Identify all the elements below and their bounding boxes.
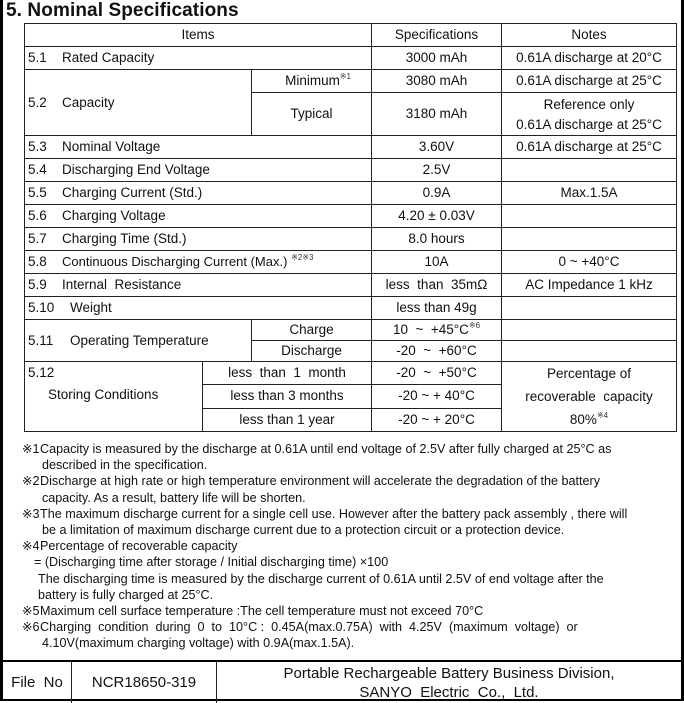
footnote-3-cont: be a limitation of maximum discharge current due to a protection circuit or a protection device. — [42, 523, 565, 538]
note-value — [502, 341, 677, 362]
section-title: 5. Nominal Specifications — [6, 0, 239, 21]
item-number: 5.8 — [28, 254, 47, 269]
item-label: Operating Temperature — [70, 332, 209, 348]
note-value — [502, 297, 677, 320]
note-value: 0 ~ +40°C — [502, 251, 677, 274]
note-value — [502, 93, 677, 136]
item-cell — [25, 182, 372, 205]
footnote-mark: ※6 — [22, 620, 40, 635]
item-number: 5.2 — [28, 94, 47, 110]
note-value: AC Impedance 1 kHz — [502, 274, 677, 297]
item-label: Nominal Voltage — [62, 139, 161, 154]
item-number: 5.12 — [28, 365, 55, 380]
item-cell — [25, 251, 372, 274]
item-label: Capacity — [62, 94, 115, 110]
item-cell — [25, 136, 372, 159]
footnote-mark: ※3 — [22, 506, 40, 521]
company-name — [217, 662, 681, 703]
footnote-ref: ※6 — [468, 321, 481, 330]
footnotes — [22, 441, 674, 652]
footnote-mark: ※5 — [22, 604, 40, 619]
footnote-2 — [22, 473, 674, 489]
footnote-text: Capacity is measured by the discharge at 0.61A until end voltage of 2.5V after fully charged at 25°C as — [40, 442, 612, 456]
table-row — [25, 136, 677, 159]
table-row — [25, 228, 677, 251]
note-line: 0.61A discharge at 25°C — [516, 117, 662, 132]
sub-item-discharge: Discharge — [252, 341, 372, 362]
table-row — [25, 297, 677, 320]
storage-period: less than 1 year — [203, 408, 372, 431]
file-no-value: NCR18650-319 — [72, 662, 217, 703]
spec-value: 3180 mAh — [372, 93, 502, 136]
document-footer — [3, 660, 681, 703]
spec-value: 2.5V — [372, 159, 502, 182]
table-row — [25, 205, 677, 228]
note-value: 0.61A discharge at 25°C — [502, 136, 677, 159]
item-cell — [25, 47, 372, 70]
footnote-1 — [22, 441, 674, 457]
footnote-1-cont: described in the specification. — [42, 458, 208, 473]
item-cell — [25, 274, 372, 297]
note-value: 0.61A discharge at 20°C — [502, 47, 677, 70]
note-value — [502, 320, 677, 341]
spec-text: 10 ~ +45°C — [392, 322, 469, 337]
footnote-6 — [22, 619, 674, 635]
item-cell — [25, 228, 372, 251]
note-line: Reference only — [543, 97, 635, 112]
spec-value: -20 ~ + 40°C — [372, 385, 502, 408]
footnote-mark: ※2 — [22, 474, 40, 489]
item-number: 5.4 — [28, 162, 47, 177]
item-number: 5.7 — [28, 231, 47, 246]
footnote-4 — [22, 538, 674, 554]
footnote-ref: ※1 — [339, 72, 351, 81]
item-label: Continuous Discharging Current (Max.) — [62, 254, 288, 269]
note-line: recoverable capacity — [525, 389, 653, 404]
file-no-label: File No — [3, 662, 72, 703]
footnote-6-cont: 4.10V(maximum charging voltage) with 0.9A(max.1.5A). — [42, 636, 355, 651]
footnote-text: Percentage of recoverable capacity — [40, 539, 238, 554]
item-number: 5.10 — [28, 300, 55, 315]
item-cell — [25, 297, 372, 320]
spec-value: less than 35mΩ — [372, 274, 502, 297]
item-label: Discharging End Voltage — [62, 162, 210, 177]
spec-value: -20 ~ +60°C — [372, 341, 502, 362]
footnote-4-detail: The discharging time is measured by the discharge current of 0.61A until 2.5V of end voltage after the — [38, 571, 604, 586]
item-label: Charging Time (Std.) — [62, 231, 187, 246]
spec-value: 10A — [372, 251, 502, 274]
sub-item-typical: Typical — [252, 93, 372, 136]
spec-value: 3.60V — [372, 136, 502, 159]
spec-value: less than 49g — [372, 297, 502, 320]
note-text: 80% — [569, 412, 597, 427]
storage-period: less than 1 month — [203, 362, 372, 385]
table-header-row — [25, 24, 677, 47]
footnote-text: Charging condition during 0 to 10°C : 0.45A(max.0.75A) with 4.25V (maximum voltage) or — [40, 620, 578, 635]
header-specifications: Specifications — [372, 24, 502, 47]
item-number: 5.9 — [28, 277, 47, 292]
note-value — [502, 362, 677, 432]
item-number: 5.11 — [28, 332, 54, 348]
note-value: Max.1.5A — [502, 182, 677, 205]
spec-table — [24, 23, 677, 432]
note-value — [502, 228, 677, 251]
spec-value: -20 ~ +50°C — [372, 362, 502, 385]
footnote-mark: ※4 — [22, 539, 40, 554]
footnote-3 — [22, 506, 674, 522]
note-value — [502, 159, 677, 182]
item-number: 5.3 — [28, 139, 47, 154]
item-label: Weight — [70, 300, 112, 315]
item-label: Storing Conditions — [48, 387, 159, 402]
footnote-mark: ※1 — [22, 442, 40, 456]
footnote-text: The maximum discharge current for a single cell use. However after the battery pack assembly , there will — [40, 506, 628, 521]
note-value — [502, 205, 677, 228]
sub-item-charge: Charge — [252, 320, 372, 341]
item-cell — [25, 320, 252, 362]
note-value: 0.61A discharge at 25°C — [502, 70, 677, 93]
note-line: Percentage of — [546, 366, 632, 381]
item-label: Charging Current (Std.) — [62, 185, 203, 200]
spec-value: 3080 mAh — [372, 70, 502, 93]
item-label: Rated Capacity — [62, 50, 155, 65]
spec-value: -20 ~ + 20°C — [372, 408, 502, 431]
item-label: Internal Resistance — [62, 277, 182, 292]
table-row — [25, 159, 677, 182]
spec-value — [372, 320, 502, 341]
item-number: 5.5 — [28, 185, 47, 200]
company-line-2: SANYO Electric Co., Ltd. — [359, 683, 539, 701]
item-cell — [25, 362, 203, 432]
sub-item-minimum — [252, 70, 372, 93]
table-row — [25, 251, 677, 274]
item-cell — [25, 70, 252, 136]
footnote-2-cont: capacity. As a result, battery life will be shorten. — [42, 490, 306, 505]
footnote-5 — [22, 603, 674, 619]
table-row — [25, 320, 677, 341]
table-row — [25, 362, 677, 385]
footnote-ref: ※4 — [596, 411, 609, 420]
item-cell — [25, 159, 372, 182]
table-row — [25, 47, 677, 70]
item-cell — [25, 205, 372, 228]
item-number: 5.1 — [28, 50, 47, 65]
spec-value: 0.9A — [372, 182, 502, 205]
footnote-ref: ※2※3 — [291, 253, 314, 262]
table-row — [25, 274, 677, 297]
table-row — [25, 70, 677, 93]
footnote-4-detail-cont: battery is fully charged at 25°C. — [38, 587, 214, 602]
spec-value: 8.0 hours — [372, 228, 502, 251]
note-line — [505, 408, 673, 431]
storage-period: less than 3 months — [203, 385, 372, 408]
item-label: Charging Voltage — [62, 208, 166, 223]
sub-item-label: Minimum — [285, 73, 340, 88]
table-row — [25, 182, 677, 205]
footnote-4-formula: = (Discharging time after storage / Initial discharging time) ×100 — [34, 555, 389, 570]
spec-value: 4.20 ± 0.03V — [372, 205, 502, 228]
header-notes: Notes — [502, 24, 677, 47]
footnote-text: Discharge at high rate or high temperature environment will accelerate the degradation of the battery — [40, 474, 601, 489]
company-line-1: Portable Rechargeable Battery Business Division, — [283, 664, 615, 682]
header-items: Items — [25, 24, 372, 47]
item-number: 5.6 — [28, 208, 47, 223]
spec-value: 3000 mAh — [372, 47, 502, 70]
footnote-text: Maximum cell surface temperature :The cell temperature must not exceed 70°C — [40, 604, 484, 619]
